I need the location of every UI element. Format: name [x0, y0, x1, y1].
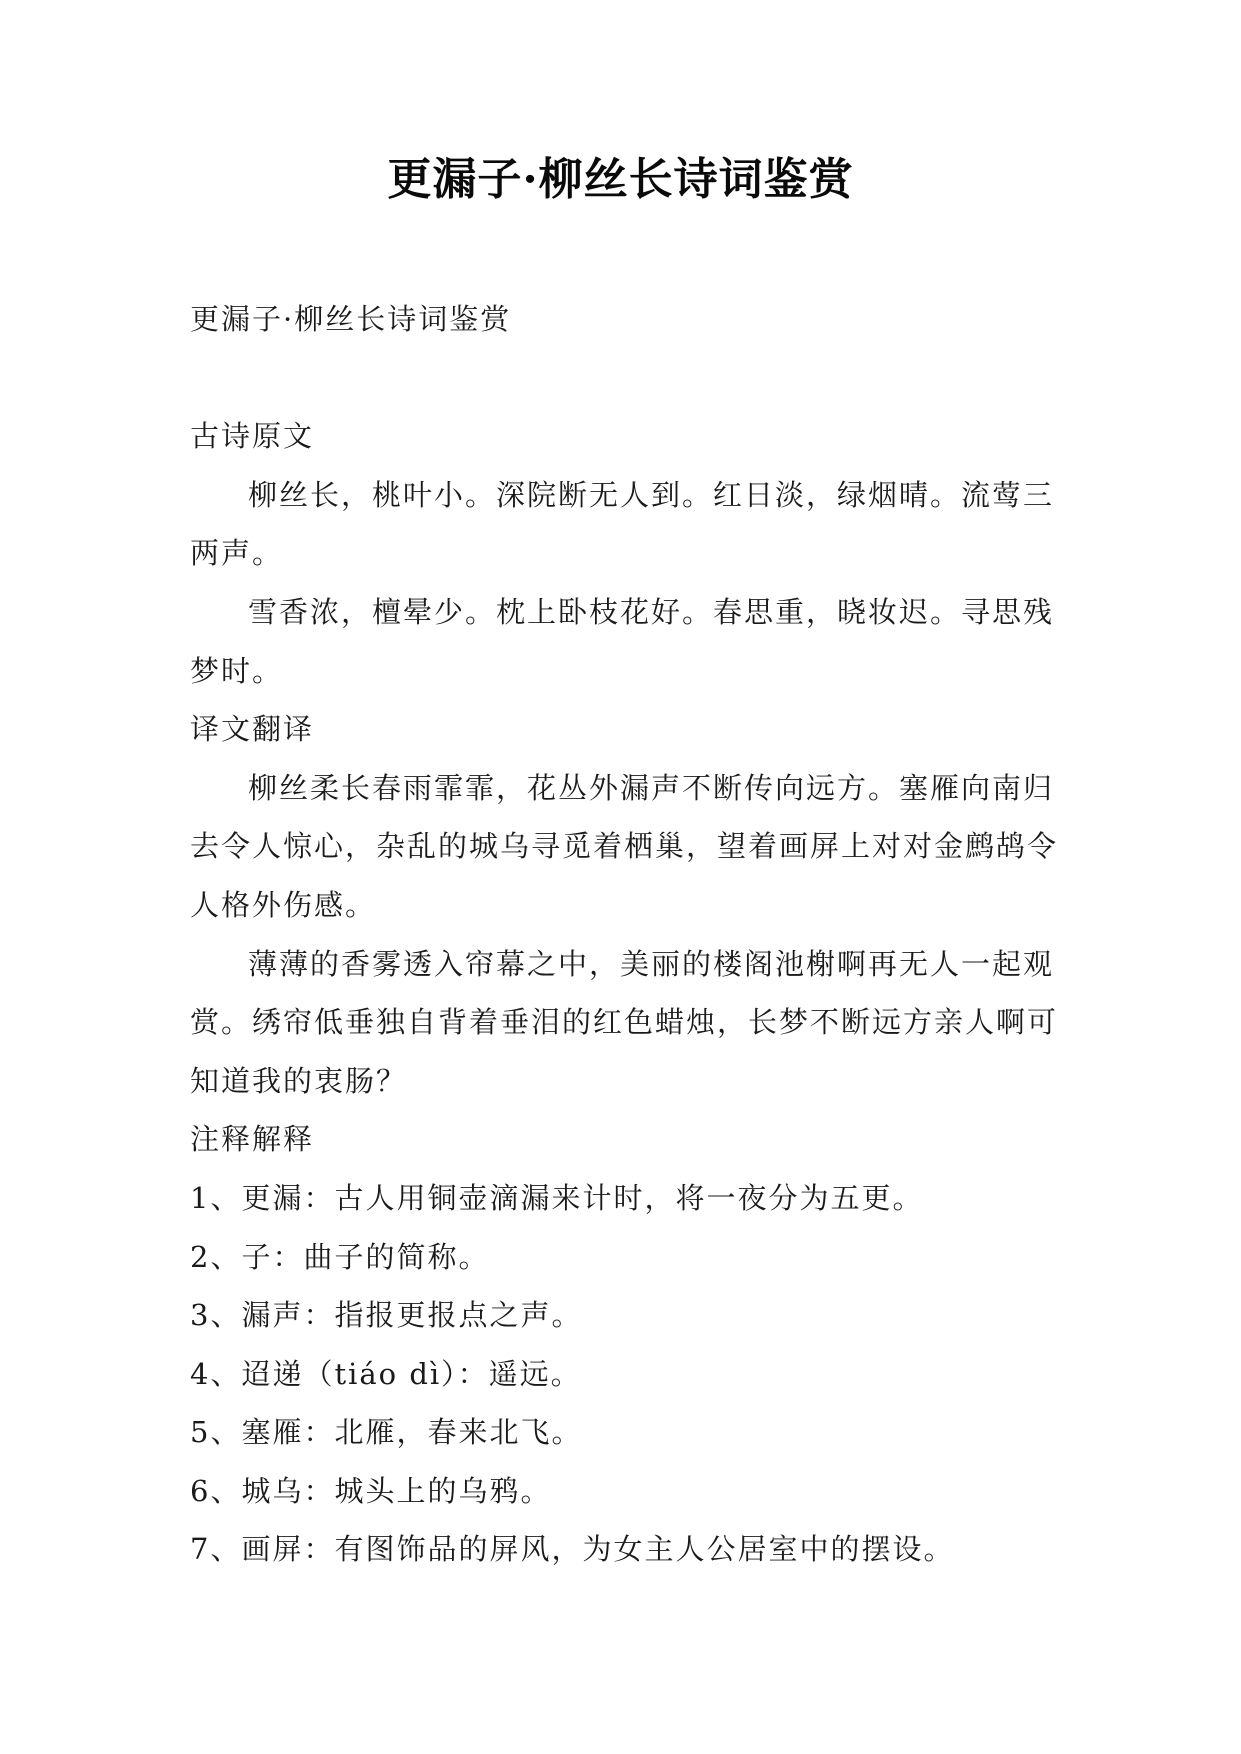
- note-item: 7、画屏：有图饰品的屏风，为女主人公居室中的摆设。: [190, 1532, 955, 1567]
- poem-stanza-2: 雪香浓，檀晕少。枕上卧枝花好。春思重，晓妆迟。寻思残梦时。: [190, 594, 1055, 688]
- translation-paragraph-2: 薄薄的香雾透入帘幕之中，美丽的楼阁池榭啊再无人一起观赏。绣帘低垂独自背着垂泪的红色蜡烛，长梦不断远方亲人啊可知道我的衷肠？: [190, 946, 1059, 1098]
- note-item: 4、迢递（tiáo dì）：遥远。: [190, 1356, 582, 1391]
- document-body: [190, 290, 1060, 1579]
- poem-stanza-1: 柳丝长，桃叶小。深院断无人到。红日淡，绿烟晴。流莺三两声。: [190, 477, 1055, 571]
- section-heading-original: 古诗原文: [190, 419, 315, 454]
- note-item: 6、城乌：城头上的乌鸦。: [190, 1473, 552, 1508]
- section-heading-notes: 注释解释: [190, 1122, 315, 1157]
- document-title: 更漏子·柳丝长诗词鉴赏: [387, 154, 854, 205]
- note-item: 2、子：曲子的简称。: [190, 1239, 490, 1274]
- section-heading-translation: 译文翻译: [190, 712, 315, 747]
- note-item: 1、更漏：古人用铜壶滴漏来计时，将一夜分为五更。: [190, 1180, 924, 1215]
- document-subtitle: 更漏子·柳丝长诗词鉴赏: [190, 302, 512, 336]
- translation-paragraph-1: 柳丝柔长春雨霏霏，花丛外漏声不断传向远方。塞雁向南归去令人惊心，杂乱的城乌寻觅着栖巢，望着画屏上对对金鹧鸪令人格外伤感。: [190, 770, 1059, 922]
- note-item: 3、漏声：指报更报点之声。: [190, 1298, 583, 1333]
- note-item: 5、塞雁：北雁，春来北飞。: [190, 1415, 583, 1450]
